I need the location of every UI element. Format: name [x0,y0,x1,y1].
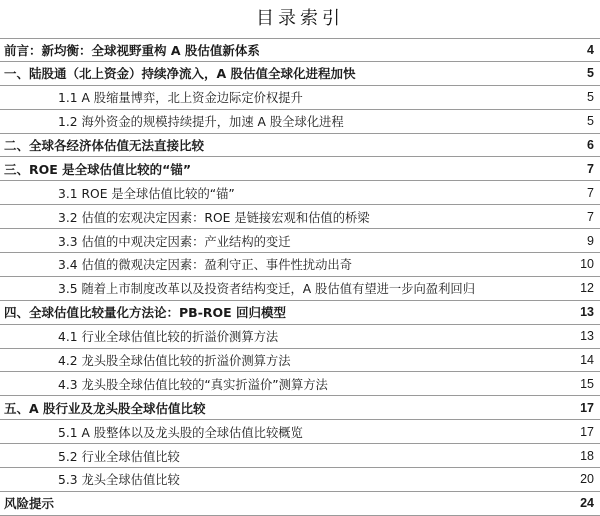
toc-page-number: 5 [587,90,594,105]
toc-entry-text: 4.2 龙头股全球估值比较的折溢价测算方法 [58,354,291,369]
toc-entry-text: 3.2 估值的宏观决定因素：ROE 是链接宏观和估值的桥梁 [58,210,370,225]
toc-entry-text: 二、全球各经济体估值无法直接比较 [4,138,205,153]
toc-entry-text: 1.1 A 股缩量博弈，北上资金边际定价权提升 [58,91,303,106]
toc-entry-text: 5.2 行业全球估值比较 [58,449,180,464]
toc-section-entry[interactable] [0,157,600,181]
toc-subsection-entry[interactable] [0,349,600,373]
toc-page-number: 17 [580,400,594,415]
toc-subsection-entry[interactable] [0,205,600,229]
toc-subsection-entry[interactable] [0,229,600,253]
toc-entry-text: 4.3 龙头股全球估值比较的“真实折溢价”测算方法 [58,377,328,392]
toc-page-number: 15 [580,376,594,391]
toc-section-entry[interactable] [0,396,600,420]
toc-entry-text: 5.1 A 股整体以及龙头股的全球估值比较概览 [58,425,303,440]
toc-page-number: 9 [587,233,594,248]
toc-subsection-entry[interactable] [0,277,600,301]
toc-subsection-entry[interactable] [0,372,600,396]
toc-page-number: 13 [580,329,594,344]
toc-section-entry[interactable] [0,492,600,516]
toc-entry-text: 3.5 随着上市制度改革以及投资者结构变迁，A 股估值有望进一步向盈利回归 [58,282,475,297]
toc-page-number: 24 [580,496,594,511]
toc-subsection-entry[interactable] [0,86,600,110]
toc-page-number: 7 [587,209,594,224]
toc-entry-text: 1.2 海外资金的规模持续提升，加速 A 股全球化进程 [58,115,344,130]
toc-page-number: 7 [587,185,594,200]
toc-page-number: 13 [580,305,594,320]
toc-page-number: 18 [580,448,594,463]
toc-entry-text: 三、ROE 是全球估值比较的“锚” [4,161,192,177]
toc-page-number: 5 [587,66,594,81]
toc-entry-text: 五、A 股行业及龙头股全球估值比较 [4,400,206,416]
toc-subsection-entry[interactable] [0,444,600,468]
toc-page-number: 10 [580,257,594,272]
toc-page-number: 5 [587,114,594,129]
toc-page-number: 6 [587,138,594,152]
toc-entry-text: 风险提示 [4,496,55,512]
toc-section-entry[interactable] [0,62,600,86]
toc-page-number: 4 [587,42,594,57]
toc-list [0,38,600,516]
toc-subsection-entry[interactable] [0,325,600,349]
toc-entry-text: 5.3 龙头全球估值比较 [58,473,180,488]
toc-entry-text: 3.1 ROE 是全球估值比较的“锚” [58,186,235,201]
toc-section-entry[interactable] [0,134,600,158]
toc-section-entry[interactable] [0,301,600,325]
toc-section-entry[interactable] [0,38,600,62]
toc-entry-text: 前言：新均衡：全球视野重构 A 股估值新体系 [4,42,260,58]
toc-subsection-entry[interactable] [0,420,600,444]
toc-entry-text: 3.3 估值的中观决定因素：产业结构的变迁 [58,234,291,249]
toc-page-number: 20 [580,472,594,487]
toc-entry-text: 4.1 行业全球估值比较的折溢价测算方法 [58,330,279,345]
toc-entry-text: 3.4 估值的微观决定因素：盈利守正、事件性扰动出奇 [58,258,352,273]
toc-page-number: 14 [580,353,594,368]
toc-title: 目录索引 [256,8,344,29]
toc-subsection-entry[interactable] [0,468,600,492]
toc-subsection-entry[interactable] [0,181,600,205]
toc-subsection-entry[interactable] [0,253,600,277]
toc-page-number: 17 [580,424,594,439]
toc-entry-text: 一、陆股通（北上资金）持续净流入，A 股估值全球化进程加快 [4,66,356,82]
toc-page-number: 12 [580,281,594,296]
toc-entry-text: 四、全球估值比较量化方法论：PB-ROE 回归模型 [4,305,287,321]
toc-subsection-entry[interactable] [0,110,600,134]
toc-page-number: 7 [587,161,594,176]
